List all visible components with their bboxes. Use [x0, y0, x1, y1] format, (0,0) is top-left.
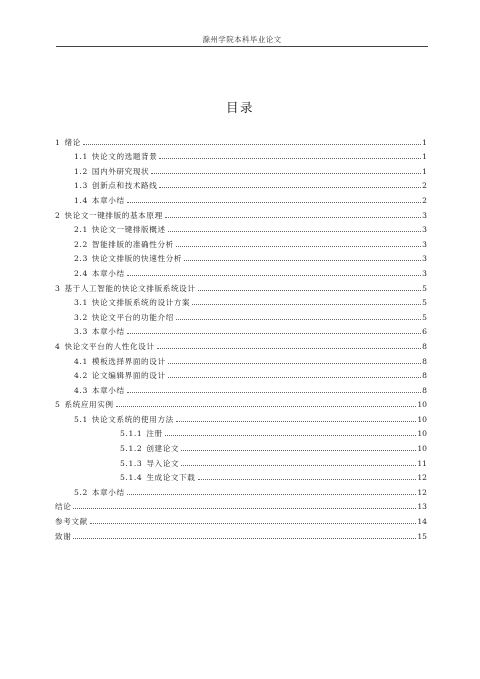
toc-dot-leader [127, 275, 421, 276]
toc-dot-leader [159, 158, 421, 159]
toc-title: 目录 [225, 100, 254, 115]
toc-entry-label [74, 269, 125, 278]
toc-page-number: 8 [422, 385, 427, 395]
toc-entry-text: 本章小结 [91, 195, 125, 205]
toc-page-number: 12 [417, 473, 427, 483]
toc-entry-label [55, 284, 196, 293]
toc-entry[interactable] [55, 307, 427, 322]
toc-entry-label [55, 400, 114, 409]
toc-entry-text: 快论文的选题背景 [91, 152, 158, 162]
toc-dot-leader [184, 260, 421, 261]
table-of-contents [55, 132, 427, 541]
toc-page-number: 3 [422, 254, 427, 264]
toc-dot-leader [168, 377, 422, 378]
toc-entry-label [74, 240, 174, 249]
toc-page-number: 3 [422, 239, 427, 249]
toc-entry-text: 本章小结 [91, 268, 125, 278]
toc-entry-label [74, 225, 166, 234]
header-rule [56, 46, 428, 47]
toc-entry-text: 模板选择界面的设计 [91, 356, 166, 366]
toc-entry-label [55, 517, 88, 526]
toc-entry-label [74, 386, 125, 395]
toc-entry-number: 5.1.4 [120, 473, 143, 483]
toc-dot-leader [90, 523, 417, 524]
toc-entry-label [74, 167, 149, 176]
toc-page-number: 3 [422, 225, 427, 235]
toc-page-number: 11 [417, 458, 427, 468]
toc-entry-label [55, 342, 155, 351]
toc-dot-leader [151, 173, 421, 174]
toc-entry[interactable] [55, 234, 427, 249]
toc-page-number: 10 [417, 444, 427, 454]
toc-page-number: 5 [422, 283, 427, 293]
toc-dot-leader [127, 333, 421, 334]
toc-entry[interactable] [55, 366, 427, 381]
toc-entry-number: 2.4 [74, 268, 88, 278]
toc-entry-label [74, 327, 125, 336]
toc-entry-number: 2.3 [74, 254, 88, 264]
toc-entry[interactable] [55, 380, 427, 395]
toc-entry[interactable] [55, 205, 427, 220]
toc-entry-number: 3.1 [74, 298, 88, 308]
toc-dot-leader [116, 406, 417, 407]
toc-entry-number: 1.2 [74, 166, 88, 176]
toc-entry-text: 本章小结 [91, 385, 125, 395]
toc-entry-text: 创新点和技术路线 [91, 181, 158, 191]
toc-dot-leader [127, 494, 417, 495]
toc-entry[interactable] [55, 395, 427, 410]
toc-entry-text: 快论文系统的使用方法 [91, 414, 174, 424]
toc-dot-leader [176, 246, 421, 247]
toc-page-number: 2 [422, 181, 427, 191]
toc-entry-label [74, 415, 174, 424]
toc-entry[interactable] [55, 409, 427, 424]
toc-entry-label [74, 196, 125, 205]
toc-entry-text: 快论文排版的快速性分析 [91, 254, 183, 264]
toc-entry-text: 注册 [146, 429, 163, 439]
toc-entry-number: 3.3 [74, 327, 88, 337]
toc-entry-number: 1.4 [74, 195, 88, 205]
toc-dot-leader [192, 304, 421, 305]
toc-entry-label [74, 357, 166, 366]
toc-entry-text: 生成论文下载 [146, 473, 196, 483]
toc-entry[interactable] [55, 263, 427, 278]
toc-entry[interactable] [55, 132, 427, 147]
toc-entry[interactable] [55, 293, 427, 308]
toc-dot-leader [73, 538, 416, 539]
toc-entry-label [120, 429, 163, 438]
toc-entry-text: 本章小结 [91, 327, 125, 337]
toc-page-number: 8 [422, 371, 427, 381]
toc-entry[interactable] [55, 161, 427, 176]
toc-entry-label [74, 313, 174, 322]
toc-entry-number: 5.1.2 [120, 444, 143, 454]
toc-dot-leader [198, 479, 417, 480]
toc-dot-leader [181, 450, 416, 451]
toc-page-number: 10 [417, 400, 427, 410]
toc-page-number: 14 [417, 517, 427, 527]
toc-page-number: 2 [422, 195, 427, 205]
toc-entry[interactable] [55, 468, 427, 483]
toc-entry-number: 2.2 [74, 239, 88, 249]
toc-entry-label [120, 444, 179, 453]
toc-entry[interactable] [55, 336, 427, 351]
toc-dot-leader [176, 319, 421, 320]
toc-entry-number: 5.2 [74, 487, 88, 497]
toc-entry-number: 3.2 [74, 312, 88, 322]
toc-entry-label [74, 181, 157, 190]
toc-entry-number: 1.1 [74, 152, 88, 162]
toc-entry-label [74, 254, 182, 263]
toc-entry-label [55, 502, 71, 511]
toc-entry-label [74, 371, 166, 380]
toc-entry[interactable] [55, 453, 427, 468]
toc-entry-label [120, 473, 196, 482]
toc-entry[interactable] [55, 526, 427, 541]
toc-dot-leader [176, 421, 417, 422]
toc-entry-number: 4.1 [74, 356, 88, 366]
page-header: 滁州学院本科毕业论文 [202, 35, 282, 44]
toc-dot-leader [127, 392, 421, 393]
toc-page-number: 3 [422, 210, 427, 220]
toc-entry[interactable] [55, 351, 427, 366]
toc-entry-text: 国内外研究现状 [91, 166, 150, 176]
toc-entry-label [55, 211, 163, 220]
toc-entry[interactable] [55, 249, 427, 264]
toc-page-number: 8 [422, 356, 427, 366]
toc-entry-text: 快论文平台的人性化设计 [64, 341, 155, 351]
toc-dot-leader [73, 508, 416, 509]
toc-entry-text: 智能排版的准确性分析 [91, 239, 174, 249]
toc-page-number: 15 [417, 531, 427, 541]
toc-page-number: 1 [422, 166, 427, 176]
toc-entry-text: 结论 [55, 502, 72, 512]
toc-entry[interactable] [55, 220, 427, 235]
toc-entry-number: 5.1.1 [120, 429, 143, 439]
toc-entry-number: 1 [55, 137, 61, 147]
toc-page-number: 1 [422, 137, 427, 147]
toc-entry-number: 2.1 [74, 225, 88, 235]
toc-entry[interactable] [55, 438, 427, 453]
toc-dot-leader [157, 348, 422, 349]
toc-entry[interactable] [55, 511, 427, 526]
toc-entry[interactable] [55, 176, 427, 191]
toc-dot-leader [198, 290, 422, 291]
toc-page-number: 12 [417, 487, 427, 497]
toc-entry[interactable] [55, 190, 427, 205]
toc-page-number: 1 [422, 152, 427, 162]
toc-page-number: 5 [422, 298, 427, 308]
toc-entry-text: 基于人工智能的快论文排版系统设计 [64, 283, 196, 293]
toc-entry-text: 快论文一键排版概述 [91, 225, 166, 235]
toc-entry-number: 4 [55, 341, 61, 351]
toc-entry-text: 绪论 [64, 137, 81, 147]
toc-page-number: 8 [422, 341, 427, 351]
toc-entry-number: 3 [55, 283, 61, 293]
toc-entry-number: 4.3 [74, 385, 88, 395]
toc-entry-number: 5 [55, 400, 61, 410]
toc-entry[interactable] [55, 497, 427, 512]
toc-dot-leader [168, 363, 422, 364]
toc-entry[interactable] [55, 147, 427, 162]
toc-dot-leader [168, 231, 422, 232]
toc-entry-label [74, 298, 190, 307]
toc-page-number: 3 [422, 268, 427, 278]
toc-dot-leader [165, 217, 421, 218]
toc-entry-number: 4.2 [74, 371, 88, 381]
toc-page-number: 10 [417, 414, 427, 424]
toc-entry-number: 1.3 [74, 181, 88, 191]
toc-entry[interactable] [55, 278, 427, 293]
toc-entry-number: 2 [55, 210, 61, 220]
toc-entry-text: 快论文排版系统的设计方案 [91, 298, 191, 308]
toc-entry-text: 致谢 [55, 531, 72, 541]
toc-entry-number: 5.1 [74, 414, 88, 424]
toc-entry-text: 参考文献 [55, 517, 88, 527]
toc-entry[interactable] [55, 322, 427, 337]
toc-dot-leader [83, 144, 421, 145]
toc-entry-text: 快论文平台的功能介绍 [91, 312, 174, 322]
toc-entry-number: 5.1.3 [120, 458, 143, 468]
toc-page-number: 6 [422, 327, 427, 337]
toc-page-number: 5 [422, 312, 427, 322]
toc-entry-label [55, 138, 81, 147]
toc-entry[interactable] [55, 424, 427, 439]
toc-entry-text: 本章小结 [91, 487, 125, 497]
toc-entry-label [74, 152, 157, 161]
toc-dot-leader [181, 465, 416, 466]
toc-entry-text: 论文编辑界面的设计 [91, 371, 166, 381]
toc-entry-text: 快论文一键排版的基本原理 [64, 210, 163, 220]
toc-entry-label [120, 459, 179, 468]
toc-page-number: 13 [417, 502, 427, 512]
toc-entry-text: 导入论文 [146, 458, 180, 468]
toc-entry-text: 创建论文 [146, 444, 180, 454]
toc-entry[interactable] [55, 482, 427, 497]
toc-page-number: 10 [417, 429, 427, 439]
toc-dot-leader [165, 435, 417, 436]
toc-entry-label [74, 488, 125, 497]
toc-dot-leader [159, 187, 421, 188]
toc-dot-leader [127, 202, 421, 203]
toc-entry-text: 系统应用实例 [64, 400, 114, 410]
toc-entry-label [55, 532, 71, 541]
